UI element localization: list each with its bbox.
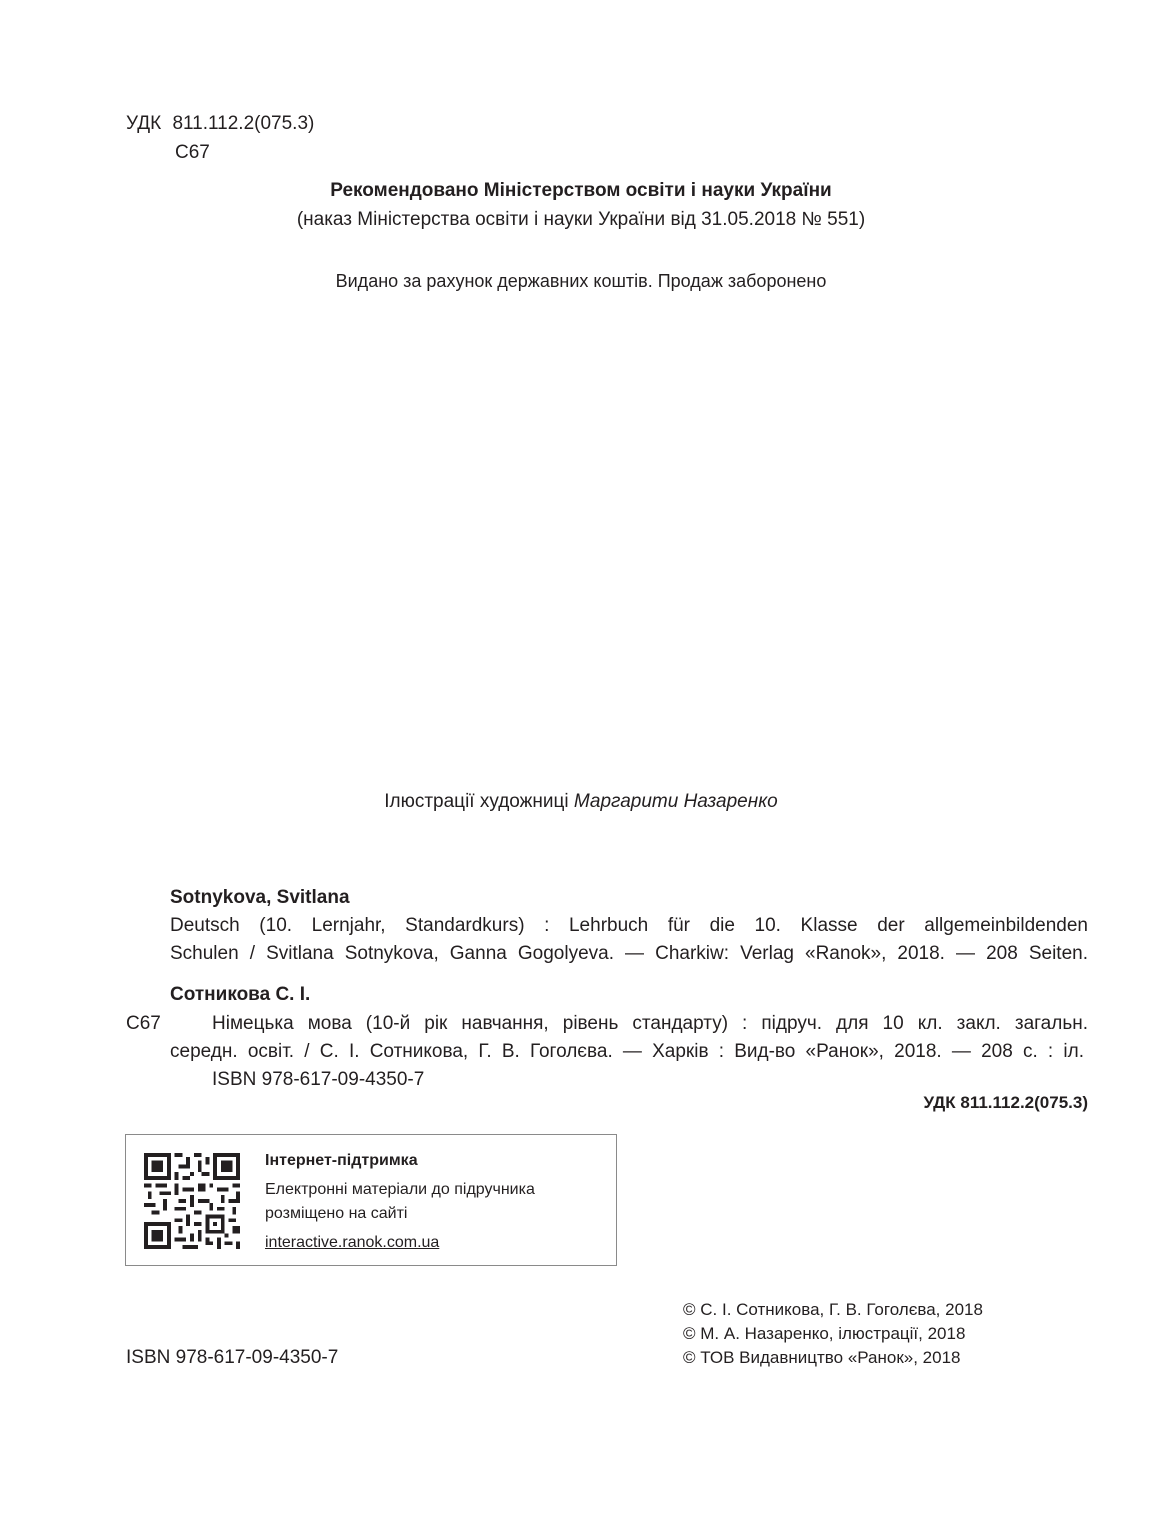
internet-support-box <box>125 1134 617 1266</box>
qr-code-icon <box>144 1153 240 1249</box>
udk-header <box>126 113 314 135</box>
ukrainian-line-2: середн. освіт. / С. І. Сотникова, Г. В. Гоголєва. — Харків : Вид-во «Ранок», 2018. — 208 с. : іл. <box>170 1041 1084 1062</box>
illustrations-prefix: Ілюстрації художниці <box>384 791 574 812</box>
internet-support-line-2: розміщено на сайті <box>265 1205 408 1222</box>
ukrainian-isbn: ISBN 978-617-09-4350-7 <box>212 1069 425 1090</box>
ukrainian-udk: УДК 811.112.2(075.3) <box>923 1093 1088 1112</box>
internet-support-title: Інтернет-підтримка <box>265 1152 418 1169</box>
recommendation-title: Рекомендовано Міністерством освіти і науки України <box>330 180 832 201</box>
illustrations-artist: Маргарити Назаренко <box>573 791 778 812</box>
internet-support-link[interactable]: interactive.ranok.com.ua <box>265 1234 440 1251</box>
udk-code: 811.112.2(075.3) <box>172 113 315 134</box>
german-author: Sotnykova, Svitlana <box>170 887 350 908</box>
ukrainian-mark: С67 <box>126 1013 161 1034</box>
state-funded-note: Видано за рахунок державних коштів. Продаж заборонено <box>335 271 827 291</box>
udk-author-mark: С67 <box>175 142 210 163</box>
ukrainian-author: Сотникова С. І. <box>170 984 311 1005</box>
ukrainian-line-1: Німецька мова (10-й рік навчання, рівень стандарту) : підруч. для 10 кл. закл. загальн. <box>212 1013 1088 1034</box>
udk-label: УДК <box>126 113 162 134</box>
internet-support-line-1: Електронні матеріали до підручника <box>265 1181 535 1198</box>
copyright-publisher: © ТОВ Видавництво «Ранок», 2018 <box>683 1348 961 1367</box>
illustrations-credit <box>0 791 1162 813</box>
copyright-illustrations: © М. А. Назаренко, ілюстрації, 2018 <box>683 1324 966 1343</box>
german-line-1: Deutsch (10. Lernjahr, Standardkurs) : Lehrbuch für die 10. Klasse der allgemeinbildenden <box>170 915 1088 936</box>
copyright-authors: © С. І. Сотникова, Г. В. Гоголєва, 2018 <box>683 1300 983 1319</box>
recommendation-order: (наказ Міністерства освіти і науки України від 31.05.2018 № 551) <box>296 209 866 230</box>
german-line-2: Schulen / Svitlana Sotnykova, Ganna Gogolyeva. — Charkiw: Verlag «Ranok», 2018. — 208 Seiten. <box>170 943 1088 964</box>
footer-isbn: ISBN 978-617-09-4350-7 <box>126 1347 339 1368</box>
